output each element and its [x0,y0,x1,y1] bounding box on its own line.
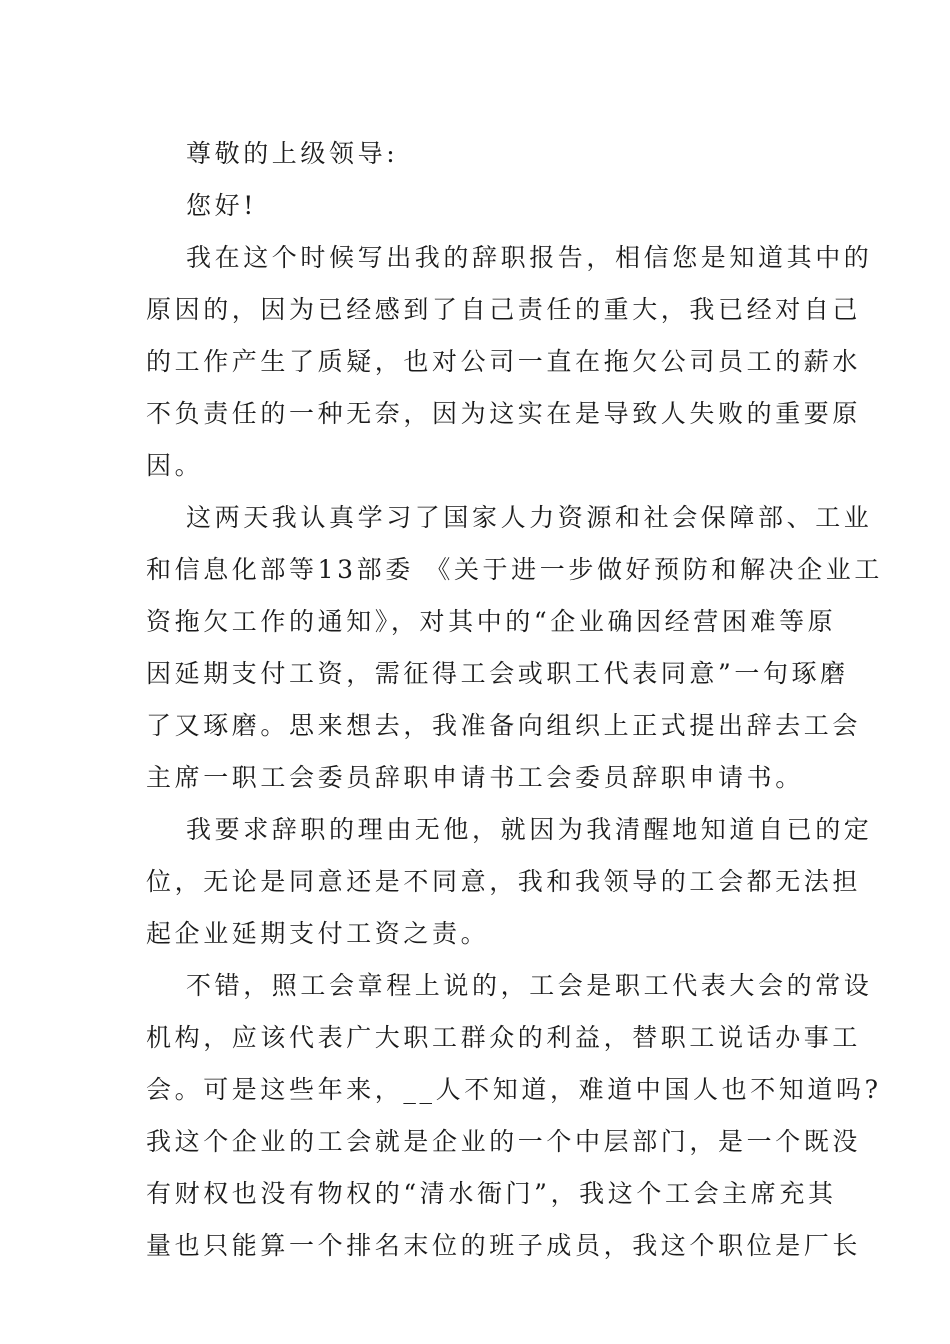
paragraph-line: 主席一职工会委员辞职申请书工会委员辞职申请书。 [146,763,804,792]
paragraph-line: 因延期支付工资，需征得工会或职工代表同意”一句琢磨 [146,659,849,688]
paragraph-line: 起企业延期支付工资之责。 [146,919,490,948]
paragraph-line: 原因的，因为已经感到了自己责任的重大，我已经对自己 [146,295,862,324]
paragraph-3 [146,804,873,960]
paragraph-line: 有财权也没有物权的“清水衙门”，我这个工会主席充其 [146,1179,837,1208]
paragraph-line: 和信息化部等13部委 《关于进一步做好预防和解决企业工 [146,555,883,584]
paragraph-line: 因。 [146,451,204,480]
document-body [146,128,883,1272]
paragraph-line: 了又琢磨。思来想去，我准备向组织上正式提出辞去工会 [146,711,862,740]
paragraph-line: 不负责任的一种无奈，因为这实在是导致人失败的重要原 [146,399,862,428]
paragraph-4 [146,960,882,1272]
paragraph-line: 我要求辞职的理由无他，就因为我清醒地知道自已的定 [186,815,873,844]
paragraph-2 [146,492,883,804]
paragraph-line: 我这个企业的工会就是企业的一个中层部门，是一个既没 [146,1127,862,1156]
salutation-line: 您好! [186,191,257,220]
paragraph-1 [146,232,873,492]
paragraph-line: 的工作产生了质疑，也对公司一直在拖欠公司员工的薪水 [146,347,862,376]
paragraph-line: 机构，应该代表广大职工群众的利益，替职工说话办事工 [146,1023,862,1052]
paragraph-line: 量也只能算一个排名末位的班子成员，我这个职位是厂长 [146,1231,862,1260]
greeting-line: 尊敬的上级领导: [186,139,399,168]
paragraph-line: 我在这个时候写出我的辞职报告，相信您是知道其中的 [186,243,873,272]
paragraph-line: 不错，照工会章程上说的，工会是职工代表大会的常设 [186,971,873,1000]
paragraph-line: 资拖欠工作的通知》，对其中的“企业确因经营困难等原 [146,607,837,636]
paragraph-line: 这两天我认真学习了国家人力资源和社会保障部、工业 [186,503,873,532]
paragraph-line: 位，无论是同意还是不同意，我和我领导的工会都无法担 [146,867,862,896]
paragraph-line: 会。可是这些年来，__人不知道，难道中国人也不知道吗? [146,1075,882,1104]
